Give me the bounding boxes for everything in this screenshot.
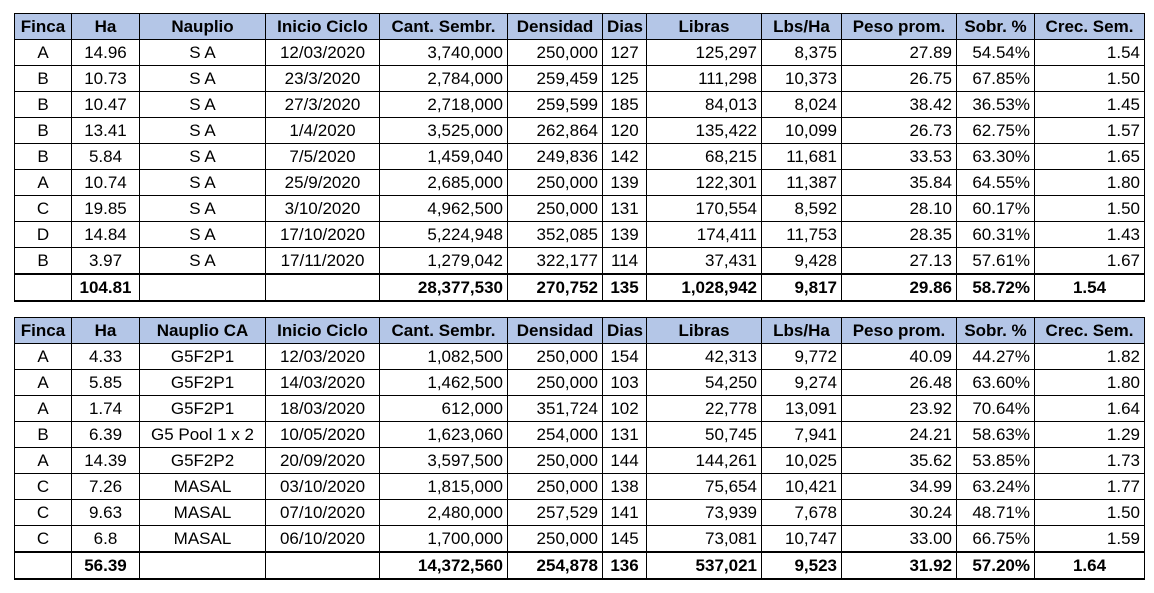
total-row <box>15 552 1145 579</box>
table-cell[interactable]: 40.09 <box>842 344 957 370</box>
table-cell[interactable]: 12/03/2020 <box>266 40 380 66</box>
table-cell[interactable]: 64.55% <box>957 170 1035 196</box>
table-cell[interactable]: 1.50 <box>1035 66 1145 92</box>
table-cell[interactable]: 111,298 <box>647 66 762 92</box>
total-row <box>15 274 1145 301</box>
table-cell[interactable]: G5 Pool 1 x 2 <box>140 422 266 448</box>
table-row <box>15 248 1145 275</box>
total-cell[interactable]: 58.72% <box>957 274 1035 301</box>
table-cell[interactable]: 42,313 <box>647 344 762 370</box>
total-cell[interactable]: 28,377,530 <box>380 274 508 301</box>
table-row <box>15 422 1145 448</box>
table-cell[interactable]: 1.80 <box>1035 370 1145 396</box>
table-cell[interactable]: 1.64 <box>1035 396 1145 422</box>
column-header[interactable]: Peso prom. <box>842 318 957 344</box>
table-cell[interactable]: 122,301 <box>647 170 762 196</box>
table-row <box>15 396 1145 422</box>
table-cell[interactable]: A <box>15 396 72 422</box>
table-cell[interactable]: 23.92 <box>842 396 957 422</box>
table-cell[interactable]: 36.53% <box>957 92 1035 118</box>
table-siembras-sa <box>14 13 1145 302</box>
total-cell[interactable]: 9,817 <box>762 274 842 301</box>
table-cell[interactable]: 33.53 <box>842 144 957 170</box>
table-cell[interactable]: 13.41 <box>72 118 140 144</box>
table-cell[interactable]: 170,554 <box>647 196 762 222</box>
table-cell[interactable]: B <box>15 118 72 144</box>
table-cell[interactable]: 10/05/2020 <box>266 422 380 448</box>
table-cell[interactable]: S A <box>140 118 266 144</box>
column-header[interactable]: Crec. Sem. <box>1035 318 1145 344</box>
table-cell[interactable]: 8,024 <box>762 92 842 118</box>
table-cell[interactable]: 25/9/2020 <box>266 170 380 196</box>
table-cell[interactable]: 17/10/2020 <box>266 222 380 248</box>
column-header[interactable]: Finca <box>15 318 72 344</box>
table-cell[interactable]: 60.31% <box>957 222 1035 248</box>
table-cell[interactable]: 120 <box>603 118 647 144</box>
table-cell[interactable]: 53.85% <box>957 448 1035 474</box>
table-cell[interactable]: 48.71% <box>957 500 1035 526</box>
table-cell[interactable]: G5F2P1 <box>140 344 266 370</box>
table-cell[interactable]: 9.63 <box>72 500 140 526</box>
table-cell[interactable]: 14.96 <box>72 40 140 66</box>
table-cell[interactable]: 250,000 <box>508 40 603 66</box>
table-cell[interactable]: 22,778 <box>647 396 762 422</box>
column-header[interactable]: Sobr. % <box>957 14 1035 40</box>
table-cell[interactable]: 28.35 <box>842 222 957 248</box>
column-header[interactable]: Inicio Ciclo <box>266 14 380 40</box>
table-cell[interactable]: 1,623,060 <box>380 422 508 448</box>
table-cell[interactable]: 352,085 <box>508 222 603 248</box>
table-row <box>15 196 1145 222</box>
table-cell[interactable]: 73,081 <box>647 526 762 553</box>
table-cell[interactable]: 2,784,000 <box>380 66 508 92</box>
table-cell[interactable]: 26.75 <box>842 66 957 92</box>
table-row <box>15 144 1145 170</box>
table-cell[interactable]: 24.21 <box>842 422 957 448</box>
table-cell[interactable]: 17/11/2020 <box>266 248 380 275</box>
table-cell[interactable]: 54,250 <box>647 370 762 396</box>
table-cell[interactable]: 114 <box>603 248 647 275</box>
total-cell[interactable] <box>266 552 380 579</box>
total-cell[interactable]: 1,028,942 <box>647 274 762 301</box>
table-cell[interactable]: B <box>15 144 72 170</box>
total-cell[interactable]: 9,523 <box>762 552 842 579</box>
table-cell[interactable]: 19.85 <box>72 196 140 222</box>
column-header[interactable]: Cant. Sembr. <box>380 14 508 40</box>
table-cell[interactable]: 131 <box>603 196 647 222</box>
table-cell[interactable]: 4.33 <box>72 344 140 370</box>
table-cell[interactable]: S A <box>140 144 266 170</box>
column-header[interactable]: Lbs/Ha <box>762 318 842 344</box>
column-header[interactable]: Libras <box>647 14 762 40</box>
table-cell[interactable]: 1.82 <box>1035 344 1145 370</box>
column-header[interactable]: Lbs/Ha <box>762 14 842 40</box>
table-cell[interactable]: A <box>15 170 72 196</box>
table-cell[interactable]: 250,000 <box>508 170 603 196</box>
column-header[interactable]: Cant. Sembr. <box>380 318 508 344</box>
table-cell[interactable]: 145 <box>603 526 647 553</box>
table-cell[interactable]: 9,274 <box>762 370 842 396</box>
table-cell[interactable]: 11,753 <box>762 222 842 248</box>
table-cell[interactable]: 11,387 <box>762 170 842 196</box>
table-cell[interactable]: 10,099 <box>762 118 842 144</box>
table-cell[interactable]: S A <box>140 66 266 92</box>
table-cell[interactable]: 125,297 <box>647 40 762 66</box>
column-header[interactable]: Ha <box>72 14 140 40</box>
table-cell[interactable]: 54.54% <box>957 40 1035 66</box>
table-cell[interactable]: 259,459 <box>508 66 603 92</box>
table-cell[interactable]: 4,962,500 <box>380 196 508 222</box>
table-cell[interactable]: 8,375 <box>762 40 842 66</box>
column-header[interactable]: Sobr. % <box>957 318 1035 344</box>
table-cell[interactable]: C <box>15 474 72 500</box>
table-cell[interactable]: 131 <box>603 422 647 448</box>
table-cell[interactable]: 1,700,000 <box>380 526 508 553</box>
column-header[interactable]: Crec. Sem. <box>1035 14 1145 40</box>
column-header[interactable]: Nauplio <box>140 14 266 40</box>
column-header[interactable]: Inicio Ciclo <box>266 318 380 344</box>
table-cell[interactable]: 07/10/2020 <box>266 500 380 526</box>
table-cell[interactable]: G5F2P1 <box>140 396 266 422</box>
table-cell[interactable]: 20/09/2020 <box>266 448 380 474</box>
total-cell[interactable] <box>15 552 72 579</box>
table-cell[interactable]: 9,428 <box>762 248 842 275</box>
table-cell[interactable]: 127 <box>603 40 647 66</box>
table-cell[interactable]: 138 <box>603 474 647 500</box>
total-cell[interactable]: 31.92 <box>842 552 957 579</box>
table-cell[interactable]: 73,939 <box>647 500 762 526</box>
table-cell[interactable]: 14.39 <box>72 448 140 474</box>
table-cell[interactable]: 10,747 <box>762 526 842 553</box>
table-cell[interactable]: MASAL <box>140 474 266 500</box>
column-header[interactable]: Dias <box>603 14 647 40</box>
table-cell[interactable]: MASAL <box>140 500 266 526</box>
table-cell[interactable]: 1.59 <box>1035 526 1145 553</box>
table-cell[interactable]: S A <box>140 222 266 248</box>
table-cell[interactable]: C <box>15 500 72 526</box>
table-cell[interactable]: 8,592 <box>762 196 842 222</box>
table-cell[interactable]: MASAL <box>140 526 266 553</box>
table-cell[interactable]: 30.24 <box>842 500 957 526</box>
table-cell[interactable]: 3.97 <box>72 248 140 275</box>
table-cell[interactable]: 7,678 <box>762 500 842 526</box>
table-cell[interactable]: 3,597,500 <box>380 448 508 474</box>
table-cell[interactable]: 03/10/2020 <box>266 474 380 500</box>
table-cell[interactable]: 27.89 <box>842 40 957 66</box>
table-cell[interactable]: 28.10 <box>842 196 957 222</box>
column-header[interactable]: Ha <box>72 318 140 344</box>
total-cell[interactable]: 56.39 <box>72 552 140 579</box>
column-header[interactable]: Densidad <box>508 14 603 40</box>
table-cell[interactable]: 18/03/2020 <box>266 396 380 422</box>
table-cell[interactable]: 262,864 <box>508 118 603 144</box>
table-cell[interactable]: 10,373 <box>762 66 842 92</box>
table-siembras-ca <box>14 317 1145 580</box>
table-cell[interactable]: A <box>15 448 72 474</box>
table-cell[interactable]: 14.84 <box>72 222 140 248</box>
table-cell[interactable]: 2,685,000 <box>380 170 508 196</box>
table-cell[interactable]: 144 <box>603 448 647 474</box>
table-cell[interactable]: 2,480,000 <box>380 500 508 526</box>
table-cell[interactable]: 06/10/2020 <box>266 526 380 553</box>
table-cell[interactable]: 174,411 <box>647 222 762 248</box>
table-cell[interactable]: 185 <box>603 92 647 118</box>
table-cell[interactable]: 10,025 <box>762 448 842 474</box>
table-cell[interactable]: 250,000 <box>508 344 603 370</box>
table-cell[interactable]: 50,745 <box>647 422 762 448</box>
table-cell[interactable]: 3,525,000 <box>380 118 508 144</box>
table-cell[interactable]: 14/03/2020 <box>266 370 380 396</box>
table-cell[interactable]: 1.50 <box>1035 196 1145 222</box>
table-cell[interactable]: B <box>15 248 72 275</box>
table-cell[interactable]: 9,772 <box>762 344 842 370</box>
total-cell[interactable]: 136 <box>603 552 647 579</box>
table-row <box>15 344 1145 370</box>
table-cell[interactable]: 612,000 <box>380 396 508 422</box>
table-cell[interactable]: 1,815,000 <box>380 474 508 500</box>
table-cell[interactable]: 67.85% <box>957 66 1035 92</box>
table-cell[interactable]: S A <box>140 170 266 196</box>
column-header[interactable]: Peso prom. <box>842 14 957 40</box>
table-cell[interactable]: 35.84 <box>842 170 957 196</box>
table-row <box>15 170 1145 196</box>
table-cell[interactable]: 250,000 <box>508 448 603 474</box>
table-cell[interactable]: 23/3/2020 <box>266 66 380 92</box>
table-cell[interactable]: 322,177 <box>508 248 603 275</box>
table-cell[interactable]: D <box>15 222 72 248</box>
table-cell[interactable]: 3,740,000 <box>380 40 508 66</box>
table-cell[interactable]: S A <box>140 248 266 275</box>
total-cell[interactable]: 1.54 <box>1035 274 1145 301</box>
table-cell[interactable]: 125 <box>603 66 647 92</box>
table-cell[interactable]: 38.42 <box>842 92 957 118</box>
table-row <box>15 118 1145 144</box>
table-cell[interactable]: B <box>15 92 72 118</box>
table-cell[interactable]: 63.60% <box>957 370 1035 396</box>
table-cell[interactable]: 13,091 <box>762 396 842 422</box>
table-cell[interactable]: 1.65 <box>1035 144 1145 170</box>
table-cell[interactable]: 68,215 <box>647 144 762 170</box>
table-cell[interactable]: 5,224,948 <box>380 222 508 248</box>
table-cell[interactable]: 84,013 <box>647 92 762 118</box>
table-cell[interactable]: 254,000 <box>508 422 603 448</box>
total-cell[interactable]: 270,752 <box>508 274 603 301</box>
table-cell[interactable]: 70.64% <box>957 396 1035 422</box>
column-header[interactable]: Libras <box>647 318 762 344</box>
table-cell[interactable]: 3/10/2020 <box>266 196 380 222</box>
table-cell[interactable]: 135,422 <box>647 118 762 144</box>
table-row <box>15 526 1145 553</box>
table-cell[interactable]: C <box>15 196 72 222</box>
table-cell[interactable]: 1.80 <box>1035 170 1145 196</box>
table-cell[interactable]: 62.75% <box>957 118 1035 144</box>
table-cell[interactable]: 66.75% <box>957 526 1035 553</box>
table-cell[interactable]: 139 <box>603 222 647 248</box>
table-cell[interactable]: 34.99 <box>842 474 957 500</box>
table-cell[interactable]: 10.74 <box>72 170 140 196</box>
table-cell[interactable]: 10,421 <box>762 474 842 500</box>
table-cell[interactable]: 102 <box>603 396 647 422</box>
total-cell[interactable]: 57.20% <box>957 552 1035 579</box>
table-cell[interactable]: 7/5/2020 <box>266 144 380 170</box>
table-cell[interactable]: A <box>15 344 72 370</box>
table-row <box>15 370 1145 396</box>
table-cell[interactable]: C <box>15 526 72 553</box>
column-header[interactable]: Nauplio CA <box>140 318 266 344</box>
table-cell[interactable]: 10.47 <box>72 92 140 118</box>
table-cell[interactable]: 63.30% <box>957 144 1035 170</box>
table-cell[interactable]: 144,261 <box>647 448 762 474</box>
table-cell[interactable]: B <box>15 422 72 448</box>
total-cell[interactable] <box>266 274 380 301</box>
header-row <box>15 14 1145 40</box>
table-cell[interactable]: 1,279,042 <box>380 248 508 275</box>
table-row <box>15 474 1145 500</box>
table-cell[interactable]: 1/4/2020 <box>266 118 380 144</box>
total-cell[interactable]: 29.86 <box>842 274 957 301</box>
table-cell[interactable]: 1.67 <box>1035 248 1145 275</box>
column-header[interactable]: Finca <box>15 14 72 40</box>
table-row <box>15 66 1145 92</box>
table-cell[interactable]: G5F2P2 <box>140 448 266 474</box>
table-cell[interactable]: A <box>15 370 72 396</box>
table-cell[interactable]: S A <box>140 196 266 222</box>
table-cell[interactable]: 27/3/2020 <box>266 92 380 118</box>
total-cell[interactable]: 104.81 <box>72 274 140 301</box>
table-cell[interactable]: 1,462,500 <box>380 370 508 396</box>
table-cell[interactable]: 351,724 <box>508 396 603 422</box>
header-row <box>15 318 1145 344</box>
table-cell[interactable]: 1.29 <box>1035 422 1145 448</box>
total-cell[interactable]: 14,372,560 <box>380 552 508 579</box>
total-cell[interactable]: 254,878 <box>508 552 603 579</box>
table-cell[interactable]: 259,599 <box>508 92 603 118</box>
table-cell[interactable]: 12/03/2020 <box>266 344 380 370</box>
table-row <box>15 40 1145 66</box>
table-cell[interactable]: 5.85 <box>72 370 140 396</box>
table-cell[interactable]: 63.24% <box>957 474 1035 500</box>
total-cell[interactable]: 1.64 <box>1035 552 1145 579</box>
table-row <box>15 500 1145 526</box>
table-cell[interactable]: 1.45 <box>1035 92 1145 118</box>
table-cell[interactable]: 1.73 <box>1035 448 1145 474</box>
table-cell[interactable]: 75,654 <box>647 474 762 500</box>
table-cell[interactable]: 7.26 <box>72 474 140 500</box>
table-cell[interactable]: 250,000 <box>508 196 603 222</box>
table-cell[interactable]: 26.73 <box>842 118 957 144</box>
total-cell[interactable]: 537,021 <box>647 552 762 579</box>
table-cell[interactable]: 35.62 <box>842 448 957 474</box>
table-cell[interactable]: 26.48 <box>842 370 957 396</box>
table-cell[interactable]: 58.63% <box>957 422 1035 448</box>
table-cell[interactable]: 1.43 <box>1035 222 1145 248</box>
table-cell[interactable]: S A <box>140 40 266 66</box>
table-cell[interactable]: A <box>15 40 72 66</box>
total-cell[interactable] <box>140 274 266 301</box>
table-cell[interactable]: 5.84 <box>72 144 140 170</box>
table-cell[interactable]: 1.50 <box>1035 500 1145 526</box>
table-cell[interactable]: 142 <box>603 144 647 170</box>
table-cell[interactable]: 1.74 <box>72 396 140 422</box>
table-cell[interactable]: 6.39 <box>72 422 140 448</box>
table-cell[interactable]: 249,836 <box>508 144 603 170</box>
table-row <box>15 92 1145 118</box>
table-cell[interactable]: 44.27% <box>957 344 1035 370</box>
table-cell[interactable]: S A <box>140 92 266 118</box>
table-cell[interactable]: 250,000 <box>508 526 603 553</box>
column-header[interactable]: Dias <box>603 318 647 344</box>
table-cell[interactable]: 250,000 <box>508 370 603 396</box>
table-cell[interactable]: 257,529 <box>508 500 603 526</box>
table-cell[interactable]: 33.00 <box>842 526 957 553</box>
table-cell[interactable]: 1,459,040 <box>380 144 508 170</box>
total-cell[interactable] <box>140 552 266 579</box>
table-cell[interactable]: 27.13 <box>842 248 957 275</box>
total-cell[interactable]: 135 <box>603 274 647 301</box>
table-cell[interactable]: 10.73 <box>72 66 140 92</box>
table-cell[interactable]: 103 <box>603 370 647 396</box>
table-cell[interactable]: 154 <box>603 344 647 370</box>
table-cell[interactable]: 250,000 <box>508 474 603 500</box>
table-cell[interactable]: 60.17% <box>957 196 1035 222</box>
table-cell[interactable]: 6.8 <box>72 526 140 553</box>
table-cell[interactable]: 1,082,500 <box>380 344 508 370</box>
table-cell[interactable]: B <box>15 66 72 92</box>
table-row <box>15 448 1145 474</box>
table-cell[interactable]: 11,681 <box>762 144 842 170</box>
table-cell[interactable]: 37,431 <box>647 248 762 275</box>
table-cell[interactable]: 141 <box>603 500 647 526</box>
table-cell[interactable]: 57.61% <box>957 248 1035 275</box>
column-header[interactable]: Densidad <box>508 318 603 344</box>
table-row <box>15 222 1145 248</box>
table-cell[interactable]: 1.77 <box>1035 474 1145 500</box>
table-cell[interactable]: 7,941 <box>762 422 842 448</box>
table-cell[interactable]: 2,718,000 <box>380 92 508 118</box>
table-cell[interactable]: 1.57 <box>1035 118 1145 144</box>
total-cell[interactable] <box>15 274 72 301</box>
table-cell[interactable]: 1.54 <box>1035 40 1145 66</box>
table-cell[interactable]: G5F2P1 <box>140 370 266 396</box>
table-cell[interactable]: 139 <box>603 170 647 196</box>
